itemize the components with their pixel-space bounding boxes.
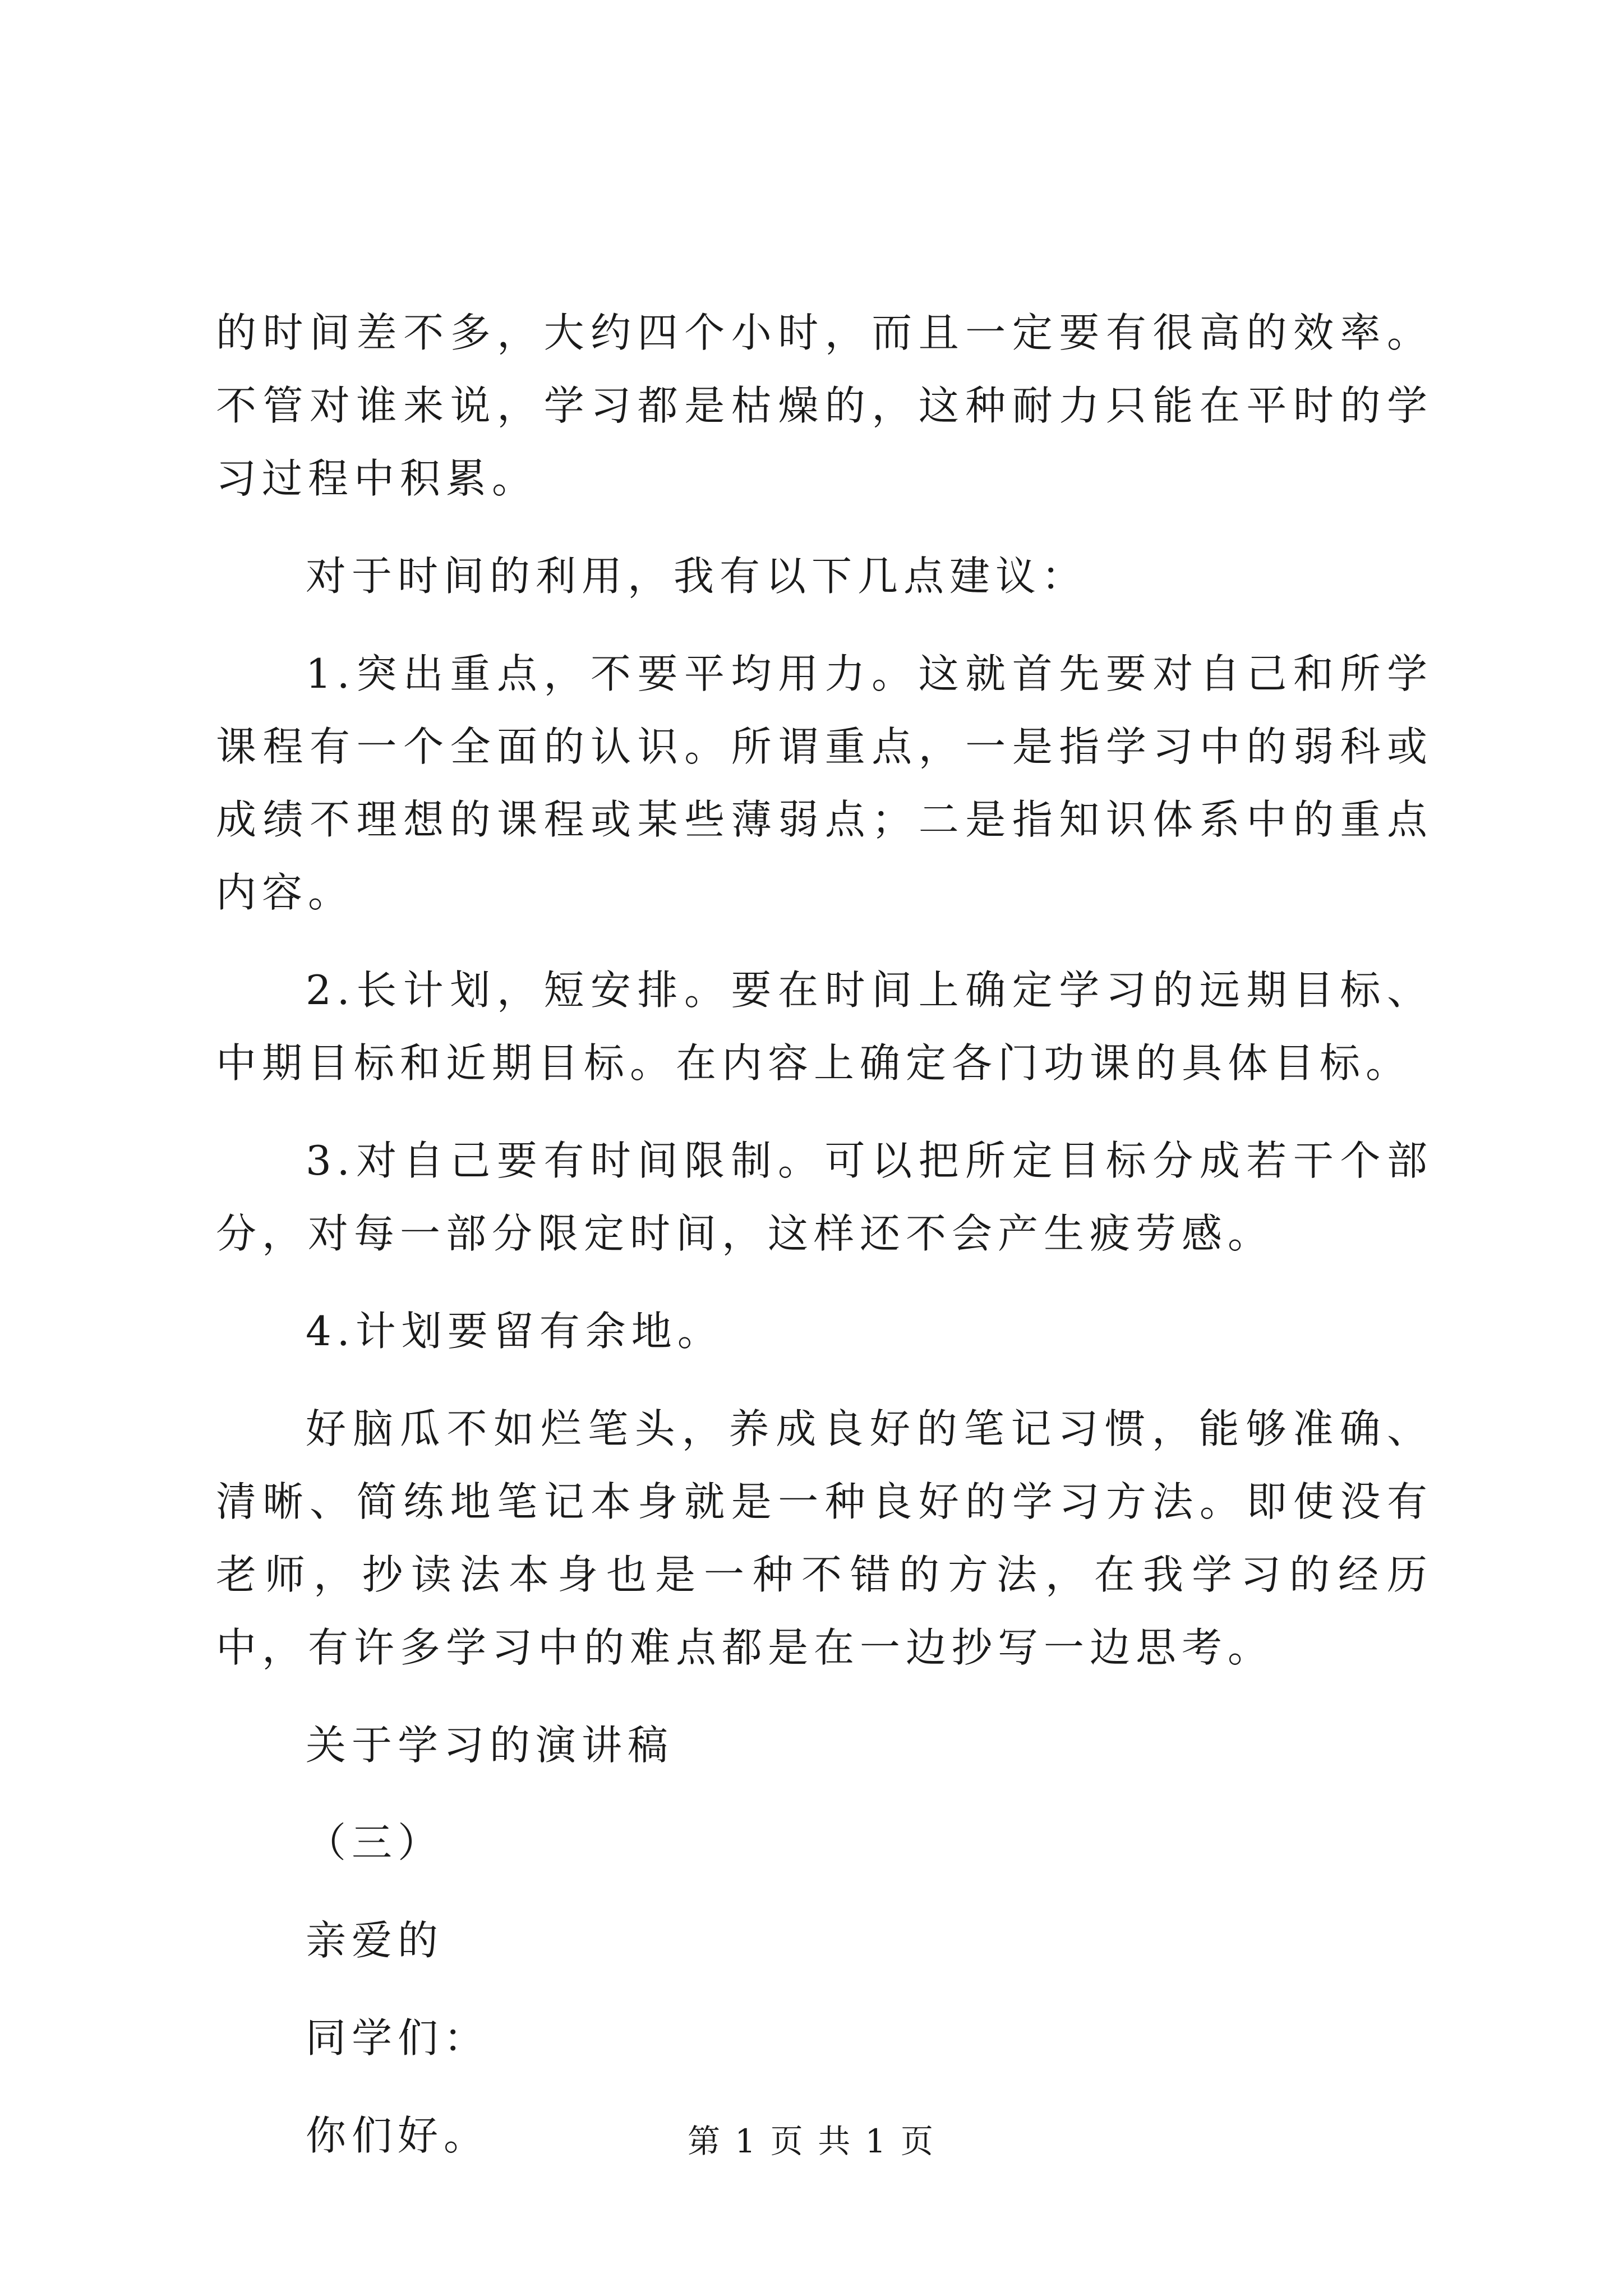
page-footer: 第 1 页 共 1 页 [688, 2122, 935, 2160]
paragraph-note-taking: 好脑瓜不如烂笔头，养成良好的笔记习惯，能够准确、清晰、简练地笔记本身就是一种良好的学习方法。即使没有老师，抄读法本身也是一种不错的方法，在我学习的经历中，有许多学习中的难点都是在一边抄写一边思考。 [216, 1405, 1433, 1671]
greeting-line: 你们好。 [306, 2112, 490, 2159]
paragraph-time-suggestions-intro: 对于时间的利用，我有以下几点建议： [306, 553, 1088, 600]
salutation-line-2: 同学们： [306, 2014, 490, 2062]
section-number: （三） [306, 1819, 444, 1866]
paragraph-suggestion-3: 3.对自己要有时间限制。可以把所定目标分成若干个部分，对每一部分限定时间，这样还不会产生疲劳感。 [216, 1137, 1433, 1257]
document-body [216, 296, 1433, 2197]
paragraph-suggestion-2: 2.长计划，短安排。要在时间上确定学习的远期目标、中期目标和近期目标。在内容上确定各门功课的具体目标。 [216, 967, 1433, 1087]
paragraph-time-continuation: 的时间差不多，大约四个小时，而且一定要有很高的效率。不管对谁来说，学习都是枯燥的，这种耐力只能在平时的学习过程中积累。 [216, 309, 1433, 502]
paragraph-suggestion-1: 1.突出重点，不要平均用力。这就首先要对自己和所学课程有一个全面的认识。所谓重点，一是指学习中的弱科或成绩不理想的课程或某些薄弱点；二是指知识体系中的重点内容。 [216, 650, 1433, 916]
section-title: 关于学习的演讲稿 [306, 1722, 674, 1769]
salutation-line-1: 亲爱的 [306, 1917, 444, 1964]
paragraph-suggestion-4: 4.计划要留有余地。 [306, 1308, 723, 1355]
